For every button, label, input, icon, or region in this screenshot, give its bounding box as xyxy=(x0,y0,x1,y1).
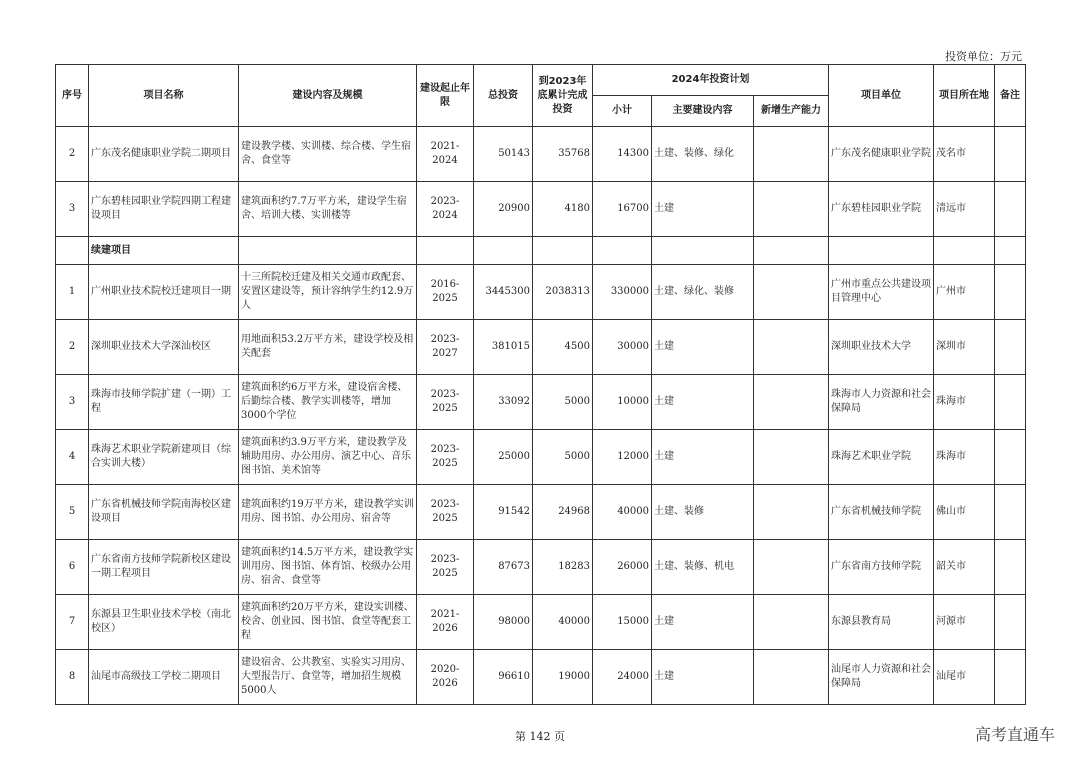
header-subtotal: 小计 xyxy=(593,96,652,127)
section-row xyxy=(56,237,1026,265)
cell-content: 建筑面积约3.9万平方米，建设教学及辅助用房、办公用房、演艺中心、音乐图书馆、美术馆等 xyxy=(239,430,417,485)
cell-unit: 广东茂名健康职业学院 xyxy=(829,127,934,182)
cell-unit: 珠海艺术职业学院 xyxy=(829,430,934,485)
header-capacity: 新增生产能力 xyxy=(754,96,829,127)
cell-remark xyxy=(995,540,1026,595)
cell-main: 土建、装修 xyxy=(652,485,754,540)
cell-main: 土建、绿化、装修 xyxy=(652,265,754,320)
cell-name: 珠海市技师学院扩建（一期）工程 xyxy=(89,375,239,430)
cell-name: 深圳职业技术大学深汕校区 xyxy=(89,320,239,375)
cell-done: 40000 xyxy=(533,595,593,650)
header-remark: 备注 xyxy=(995,65,1026,127)
cell-total: 20900 xyxy=(474,182,533,237)
section-label: 续建项目 xyxy=(89,237,239,265)
cell-content: 建筑面积约14.5万平方米，建设教学实训用房、图书馆、体育馆、校级办公用房、宿舍、食堂等 xyxy=(239,540,417,595)
table-row xyxy=(56,320,1026,375)
cell-remark xyxy=(995,320,1026,375)
cell-subtotal: 40000 xyxy=(593,485,652,540)
cell-subtotal: 26000 xyxy=(593,540,652,595)
table-row xyxy=(56,595,1026,650)
header-done: 到2023年底累计完成投资 xyxy=(533,65,593,127)
cell-done: 35768 xyxy=(533,127,593,182)
cell-seq: 3 xyxy=(56,182,89,237)
cell-unit: 广东省南方技师学院 xyxy=(829,540,934,595)
cell-subtotal: 330000 xyxy=(593,265,652,320)
cell-name: 东源县卫生职业技术学校（南北校区） xyxy=(89,595,239,650)
cell-name: 广东省南方技师学院新校区建设一期工程项目 xyxy=(89,540,239,595)
cell-remark xyxy=(995,182,1026,237)
cell-done: 4500 xyxy=(533,320,593,375)
header-plan2024: 2024年投资计划 xyxy=(593,65,829,96)
cell-done: 5000 xyxy=(533,430,593,485)
cell-subtotal: 12000 xyxy=(593,430,652,485)
cell-content: 建筑面积约19万平方米，建设教学实训用房、图书馆、办公用房、宿舍等 xyxy=(239,485,417,540)
header-total: 总投资 xyxy=(474,65,533,127)
cell-subtotal: 30000 xyxy=(593,320,652,375)
cell-total: 3445300 xyxy=(474,265,533,320)
cell-remark xyxy=(995,595,1026,650)
cell-content: 建筑面积约20万平方米，建设实训楼、校舍、创业园、图书馆、食堂等配套工程 xyxy=(239,595,417,650)
cell-main: 土建 xyxy=(652,595,754,650)
cell-unit: 深圳职业技术大学 xyxy=(829,320,934,375)
cell-capacity xyxy=(754,320,829,375)
cell-seq: 6 xyxy=(56,540,89,595)
header-name: 项目名称 xyxy=(89,65,239,127)
cell-content: 建设宿舍、公共教室、实验实习用房、大型报告厅、食堂等，增加招生规模5000人 xyxy=(239,650,417,705)
continuing-projects-body xyxy=(56,265,1026,705)
cell-capacity xyxy=(754,182,829,237)
cell-total: 25000 xyxy=(474,430,533,485)
cell-location: 茂名市 xyxy=(934,127,995,182)
cell-name: 广州职业技术院校迁建项目一期 xyxy=(89,265,239,320)
project-table xyxy=(55,64,1026,705)
table-row xyxy=(56,182,1026,237)
table-row xyxy=(56,127,1026,182)
cell-capacity xyxy=(754,265,829,320)
cell-total: 50143 xyxy=(474,127,533,182)
header-content: 建设内容及规模 xyxy=(239,65,417,127)
cell-content: 十三所院校迁建及相关交通市政配套、安置区建设等，预计容纳学生约12.9万人 xyxy=(239,265,417,320)
cell-capacity xyxy=(754,540,829,595)
table-row xyxy=(56,485,1026,540)
investment-unit-note: 投资单位：万元 xyxy=(945,50,1022,63)
section-body xyxy=(56,237,1026,265)
cell-done: 2038313 xyxy=(533,265,593,320)
cell-total: 87673 xyxy=(474,540,533,595)
cell-main: 土建 xyxy=(652,320,754,375)
cell-capacity xyxy=(754,430,829,485)
cell-remark xyxy=(995,430,1026,485)
header-seq: 序号 xyxy=(56,65,89,127)
cell-location: 珠海市 xyxy=(934,375,995,430)
header-unit: 项目单位 xyxy=(829,65,934,127)
cell-location: 广州市 xyxy=(934,265,995,320)
cell-period: 2023-2024 xyxy=(417,182,474,237)
cell-content: 用地面积53.2万平方米，建设学校及相关配套 xyxy=(239,320,417,375)
cell-seq: 2 xyxy=(56,320,89,375)
cell-period: 2023-2027 xyxy=(417,320,474,375)
cell-capacity xyxy=(754,375,829,430)
header-row-top xyxy=(56,65,1026,96)
cell-main: 土建 xyxy=(652,182,754,237)
cell-total: 96610 xyxy=(474,650,533,705)
cell-period: 2023-2025 xyxy=(417,540,474,595)
cell-name: 珠海艺术职业学院新建项目（综合实训大楼） xyxy=(89,430,239,485)
cell-subtotal: 15000 xyxy=(593,595,652,650)
cell-seq: 1 xyxy=(56,265,89,320)
cell-location: 韶关市 xyxy=(934,540,995,595)
cell-unit: 珠海市人力资源和社会保障局 xyxy=(829,375,934,430)
cell-main: 土建、装修、绿化 xyxy=(652,127,754,182)
cell-capacity xyxy=(754,485,829,540)
cell-location: 汕尾市 xyxy=(934,650,995,705)
cell-location: 清远市 xyxy=(934,182,995,237)
cell-period: 2020-2026 xyxy=(417,650,474,705)
cell-main: 土建 xyxy=(652,650,754,705)
cell-period: 2023-2025 xyxy=(417,375,474,430)
cell-content: 建设教学楼、实训楼、综合楼、学生宿舍、食堂等 xyxy=(239,127,417,182)
table-row xyxy=(56,430,1026,485)
cell-seq: 8 xyxy=(56,650,89,705)
cell-capacity xyxy=(754,650,829,705)
cell-seq: 4 xyxy=(56,430,89,485)
cell-remark xyxy=(995,127,1026,182)
cell-total: 33092 xyxy=(474,375,533,430)
cell-main: 土建 xyxy=(652,430,754,485)
cell-name: 广东茂名健康职业学院二期项目 xyxy=(89,127,239,182)
cell-content: 建筑面积约6万平方米，建设宿舍楼、后勤综合楼、教学实训楼等，增加3000个学位 xyxy=(239,375,417,430)
cell-location: 珠海市 xyxy=(934,430,995,485)
cell-done: 5000 xyxy=(533,375,593,430)
cell-remark xyxy=(995,485,1026,540)
cell-content: 建筑面积约7.7万平方米，建设学生宿舍、培训大楼、实训楼等 xyxy=(239,182,417,237)
cell-subtotal: 10000 xyxy=(593,375,652,430)
cell-total: 381015 xyxy=(474,320,533,375)
cell-unit: 东源县教育局 xyxy=(829,595,934,650)
header-location: 项目所在地 xyxy=(934,65,995,127)
cell-unit: 广州市重点公共建设项目管理中心 xyxy=(829,265,934,320)
cell-location: 深圳市 xyxy=(934,320,995,375)
cell-seq: 7 xyxy=(56,595,89,650)
cell-period: 2021-2024 xyxy=(417,127,474,182)
cell-name: 广东省机械技师学院南海校区建设项目 xyxy=(89,485,239,540)
table-row xyxy=(56,375,1026,430)
cell-subtotal: 16700 xyxy=(593,182,652,237)
cell-seq: 3 xyxy=(56,375,89,430)
cell-subtotal: 24000 xyxy=(593,650,652,705)
cell-name: 汕尾市高级技工学校二期项目 xyxy=(89,650,239,705)
cell-unit: 汕尾市人力资源和社会保障局 xyxy=(829,650,934,705)
cell-location: 佛山市 xyxy=(934,485,995,540)
cell-done: 19000 xyxy=(533,650,593,705)
cell-remark xyxy=(995,650,1026,705)
cell-done: 4180 xyxy=(533,182,593,237)
cell-remark xyxy=(995,265,1026,320)
cell-period: 2023-2025 xyxy=(417,430,474,485)
cell-seq: 2 xyxy=(56,127,89,182)
table-row xyxy=(56,265,1026,320)
new-projects-body xyxy=(56,127,1026,237)
header-period: 建设起止年限 xyxy=(417,65,474,127)
cell-total: 91542 xyxy=(474,485,533,540)
cell-name: 广东碧桂园职业学院四期工程建设项目 xyxy=(89,182,239,237)
page-number: 第 142 页 xyxy=(515,730,565,743)
watermark: 高考直通车 xyxy=(974,725,1055,744)
table-row xyxy=(56,540,1026,595)
cell-period: 2021-2026 xyxy=(417,595,474,650)
cell-seq: 5 xyxy=(56,485,89,540)
cell-done: 24968 xyxy=(533,485,593,540)
cell-subtotal: 14300 xyxy=(593,127,652,182)
cell-total: 98000 xyxy=(474,595,533,650)
cell-main: 土建 xyxy=(652,375,754,430)
cell-remark xyxy=(995,375,1026,430)
cell-period: 2016-2025 xyxy=(417,265,474,320)
cell-period: 2023-2025 xyxy=(417,485,474,540)
header-main: 主要建设内容 xyxy=(652,96,754,127)
cell-main: 土建、装修、机电 xyxy=(652,540,754,595)
cell-capacity xyxy=(754,127,829,182)
cell-location: 河源市 xyxy=(934,595,995,650)
cell-capacity xyxy=(754,595,829,650)
table-row xyxy=(56,650,1026,705)
cell-unit: 广东省机械技师学院 xyxy=(829,485,934,540)
cell-unit: 广东碧桂园职业学院 xyxy=(829,182,934,237)
cell-done: 18283 xyxy=(533,540,593,595)
